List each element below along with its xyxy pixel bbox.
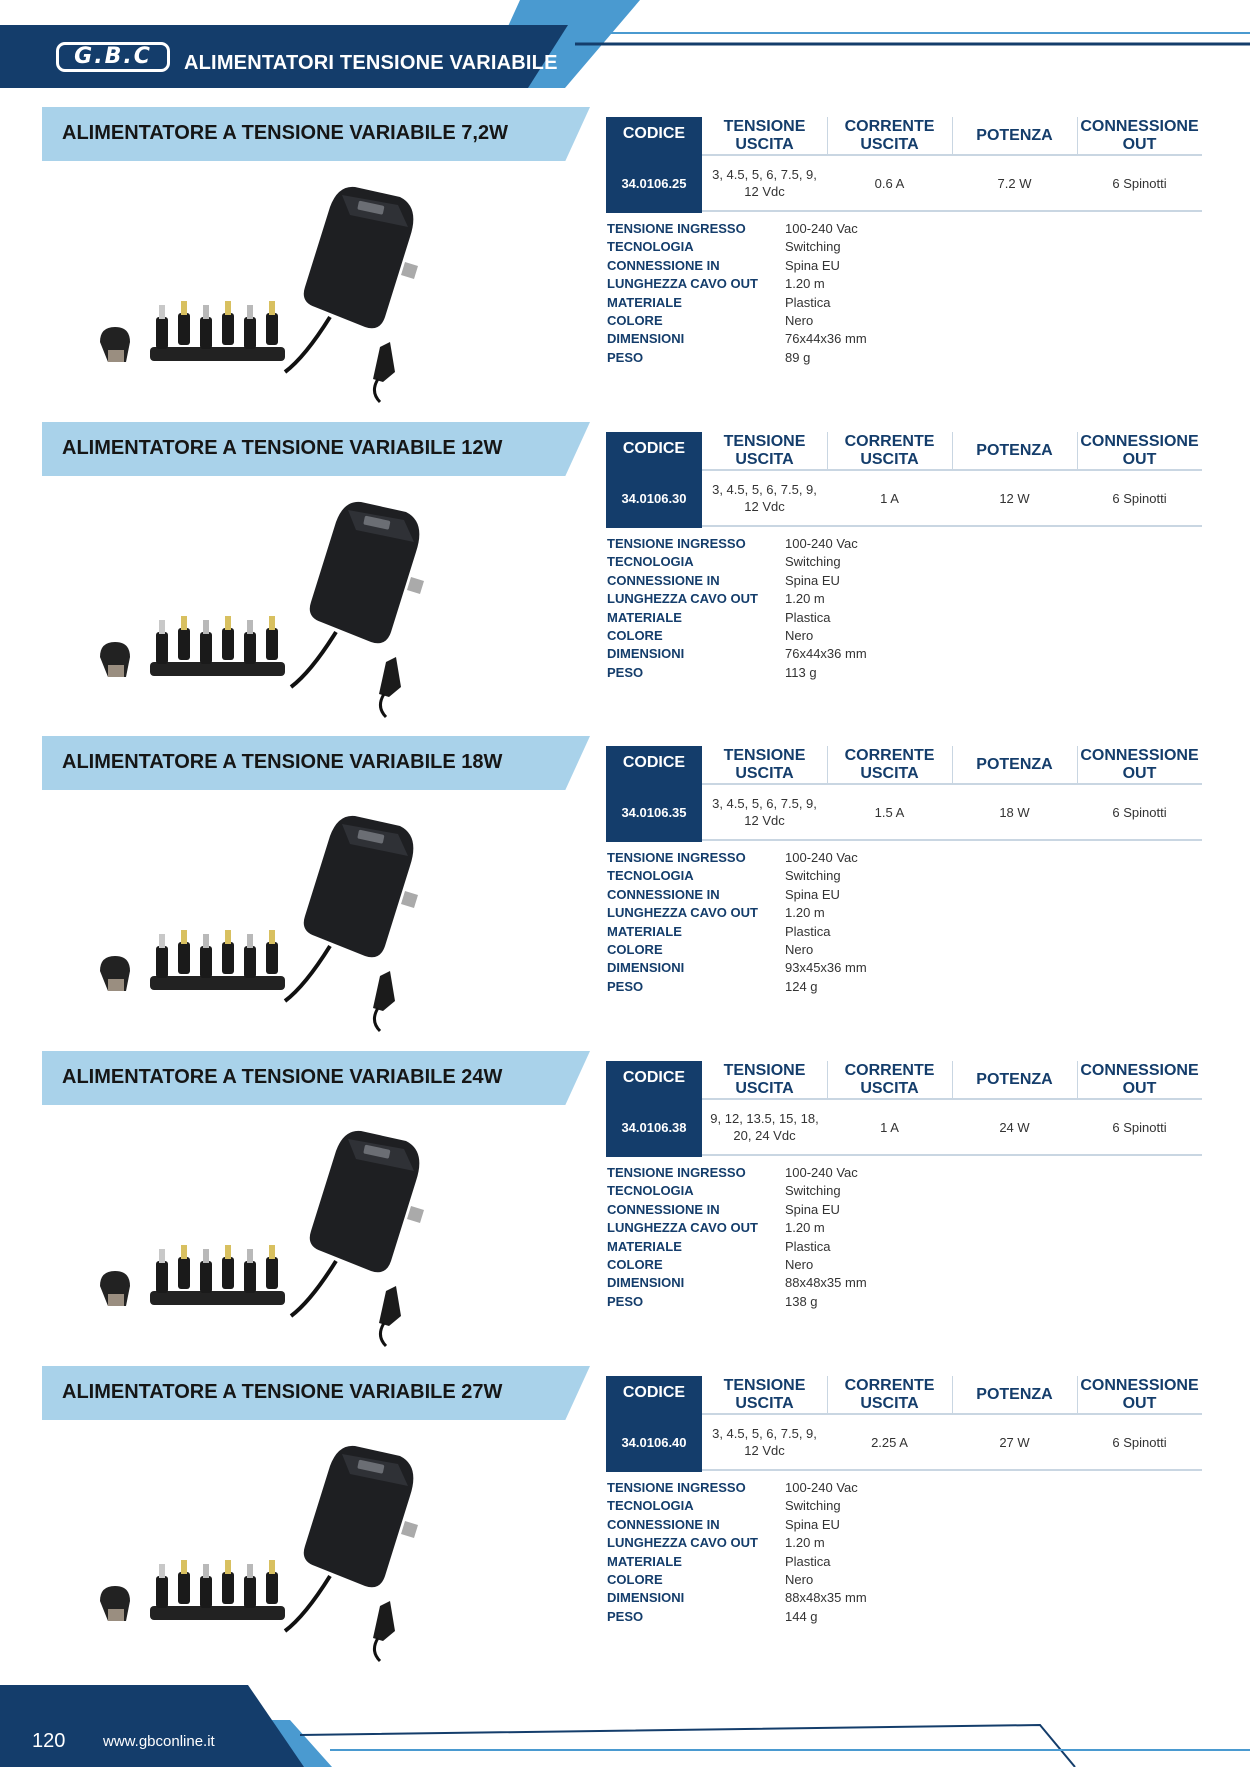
spec-detail-value: Spina EU (785, 1201, 840, 1217)
spec-detail-value: Spina EU (785, 572, 840, 588)
spec-detail-label: TENSIONE INGRESSO (607, 536, 746, 551)
spec-detail-label: TENSIONE INGRESSO (607, 221, 746, 236)
spec-detail-value: 100-240 Vac (785, 1165, 858, 1180)
page-header (0, 0, 1250, 95)
connessione-out-header: CONNESSIONE OUT (1080, 1062, 1199, 1097)
corrente-uscita-value: 1 A (827, 469, 952, 527)
spec-detail-row (607, 904, 1007, 922)
spec-detail-row (607, 923, 1007, 941)
spec-detail-value: Spina EU (785, 1516, 840, 1532)
spec-column-potenza (952, 117, 1077, 213)
spec-detail-value: Plastica (785, 1238, 831, 1254)
spec-detail-row (607, 664, 1007, 682)
connessione-out-header: CONNESSIONE OUT (1080, 1377, 1199, 1412)
tensione-uscita-value: 3, 4.5, 5, 6, 7.5, 9, 12 Vdc (702, 783, 827, 841)
spec-detail-label: TECNOLOGIA (607, 1498, 694, 1514)
spec-detail-label: TECNOLOGIA (607, 868, 694, 884)
connessione-out-value: 6 Spinotti (1077, 1098, 1202, 1156)
spec-detail-label: PESO (607, 1293, 644, 1309)
spec-detail-row (607, 978, 1007, 996)
connessione-out-value: 6 Spinotti (1077, 154, 1202, 212)
spec-detail-value: 1.20 m (785, 905, 825, 921)
header-graphic (0, 0, 1250, 95)
spec-detail-value: 93x45x36 mm (785, 960, 867, 976)
spec-column-potenza (952, 746, 1077, 842)
product-section (0, 1051, 1250, 1351)
codice-header: CODICE (622, 125, 686, 142)
code-cell (606, 432, 702, 528)
spec-detail-value: Nero (785, 627, 814, 643)
spec-detail-row (607, 959, 1007, 977)
spec-detail-row (607, 1164, 1007, 1182)
spec-detail-value: Spina EU (785, 257, 840, 273)
corrente-uscita-header: CORRENTE USCITA (844, 433, 935, 468)
spec-detail-value: 100-240 Vac (785, 221, 858, 236)
spec-detail-row (607, 1238, 1007, 1256)
spec-detail-row (607, 1256, 1007, 1274)
codice-header: CODICE (622, 754, 686, 771)
spec-detail-row (607, 867, 1007, 885)
spec-detail-label: PESO (607, 1608, 644, 1624)
code-cell (606, 1376, 702, 1472)
spec-detail-label: TECNOLOGIA (607, 1183, 694, 1199)
codice-header: CODICE (622, 1069, 686, 1086)
spec-detail-row (607, 1201, 1007, 1219)
spec-column-corrente-uscita (827, 1376, 952, 1472)
tensione-uscita-value: 3, 4.5, 5, 6, 7.5, 9, 12 Vdc (702, 1413, 827, 1471)
corrente-uscita-value: 0.6 A (827, 154, 952, 212)
spec-column-corrente-uscita (827, 117, 952, 213)
spec-details (607, 1479, 1007, 1626)
spec-column-tensione-uscita (702, 117, 827, 213)
spec-column-potenza (952, 1376, 1077, 1472)
spec-detail-row (607, 1608, 1007, 1626)
spec-column-tensione-uscita (702, 746, 827, 842)
spec-detail-label: MATERIALE (607, 294, 682, 310)
spec-detail-label: DIMENSIONI (607, 331, 685, 347)
spec-column-corrente-uscita (827, 1061, 952, 1157)
spec-column-connessione-out (1077, 1061, 1202, 1157)
page-title: ALIMENTATORI TENSIONE VARIABILE (184, 52, 558, 74)
tensione-uscita-header: TENSIONE USCITA (723, 747, 806, 782)
spec-detail-value: Nero (785, 1571, 814, 1587)
spec-detail-row (607, 294, 1007, 312)
footer-graphic (0, 1680, 1250, 1767)
spec-detail-label: COLORE (607, 312, 663, 328)
spec-detail-value: 1.20 m (785, 591, 825, 607)
spec-detail-value: Switching (785, 868, 841, 884)
spec-column-tensione-uscita (702, 432, 827, 528)
spec-detail-label: COLORE (607, 1571, 663, 1587)
spec-detail-label: DIMENSIONI (607, 646, 685, 662)
spec-column-connessione-out (1077, 746, 1202, 842)
spec-detail-value: Switching (785, 554, 841, 570)
spec-detail-row (607, 849, 1007, 867)
spec-detail-row (607, 238, 1007, 256)
spec-detail-label: TENSIONE INGRESSO (607, 850, 746, 865)
spec-detail-row (607, 257, 1007, 275)
spec-detail-row (607, 1274, 1007, 1292)
spec-table (606, 117, 1202, 213)
spec-detail-label: COLORE (607, 1256, 663, 1272)
product-section (0, 1366, 1250, 1666)
spec-detail-label: TECNOLOGIA (607, 554, 694, 570)
spec-detail-label: COLORE (607, 627, 663, 643)
product-title: ALIMENTATORE A TENSIONE VARIABILE 24W (62, 1066, 503, 1088)
product-image (80, 167, 480, 407)
spec-column-connessione-out (1077, 1376, 1202, 1472)
product-image (80, 482, 480, 722)
spec-detail-label: COLORE (607, 941, 663, 957)
connessione-out-value: 6 Spinotti (1077, 469, 1202, 527)
spec-details (607, 849, 1007, 996)
spec-detail-value: Nero (785, 1256, 814, 1272)
spec-detail-label: MATERIALE (607, 1553, 682, 1569)
potenza-value: 12 W (952, 469, 1077, 527)
product-section (0, 736, 1250, 1036)
spec-column-tensione-uscita (702, 1376, 827, 1472)
spec-detail-row (607, 312, 1007, 330)
spec-detail-value: Switching (785, 239, 841, 255)
spec-table (606, 432, 1202, 528)
spec-column-potenza (952, 1061, 1077, 1157)
spec-detail-label: PESO (607, 978, 644, 994)
connessione-out-header: CONNESSIONE OUT (1080, 747, 1199, 782)
codice-value: 34.0106.25 (621, 176, 687, 191)
spec-detail-row (607, 1553, 1007, 1571)
spec-detail-label: CONNESSIONE IN (607, 1516, 720, 1532)
codice-value: 34.0106.35 (621, 805, 687, 820)
tensione-uscita-value: 9, 12, 13.5, 15, 18, 20, 24 Vdc (702, 1098, 827, 1156)
spec-detail-value: 1.20 m (785, 276, 825, 292)
tensione-uscita-header: TENSIONE USCITA (723, 433, 806, 468)
tensione-uscita-header: TENSIONE USCITA (723, 1062, 806, 1097)
page-footer (0, 1680, 1250, 1767)
spec-detail-label: CONNESSIONE IN (607, 257, 720, 273)
connessione-out-value: 6 Spinotti (1077, 1413, 1202, 1471)
corrente-uscita-header: CORRENTE USCITA (844, 1377, 935, 1412)
spec-column-connessione-out (1077, 117, 1202, 213)
spec-details (607, 1164, 1007, 1311)
spec-detail-row (607, 886, 1007, 904)
spec-detail-label: LUNGHEZZA CAVO OUT (607, 905, 758, 921)
spec-detail-value: Switching (785, 1498, 841, 1514)
spec-detail-row (607, 220, 1007, 238)
product-title: ALIMENTATORE A TENSIONE VARIABILE 18W (62, 751, 503, 773)
spec-detail-label: LUNGHEZZA CAVO OUT (607, 1535, 758, 1551)
spec-detail-label: MATERIALE (607, 923, 682, 939)
potenza-header: POTENZA (976, 1386, 1053, 1403)
spec-detail-label: CONNESSIONE IN (607, 886, 720, 902)
spec-detail-label: DIMENSIONI (607, 1590, 685, 1606)
corrente-uscita-header: CORRENTE USCITA (844, 118, 935, 153)
spec-detail-value: 1.20 m (785, 1220, 825, 1236)
spec-detail-value: Switching (785, 1183, 841, 1199)
spec-detail-row (607, 1497, 1007, 1515)
spec-detail-value: 144 g (785, 1608, 818, 1624)
spec-table (606, 746, 1202, 842)
product-image (80, 1426, 480, 1666)
potenza-header: POTENZA (976, 1071, 1053, 1088)
codice-value: 34.0106.40 (621, 1435, 687, 1450)
spec-detail-row (607, 330, 1007, 348)
product-section (0, 107, 1250, 407)
tensione-uscita-header: TENSIONE USCITA (723, 1377, 806, 1412)
spec-detail-value: Nero (785, 312, 814, 328)
tensione-uscita-header: TENSIONE USCITA (723, 118, 806, 153)
spec-column-potenza (952, 432, 1077, 528)
spec-detail-value: 1.20 m (785, 1535, 825, 1551)
page-number: 120 (32, 1730, 66, 1752)
spec-column-tensione-uscita (702, 1061, 827, 1157)
spec-detail-row (607, 1589, 1007, 1607)
corrente-uscita-value: 1 A (827, 1098, 952, 1156)
product-section (0, 422, 1250, 722)
spec-details (607, 220, 1007, 367)
spec-detail-row (607, 645, 1007, 663)
spec-detail-row (607, 349, 1007, 367)
spec-detail-row (607, 1293, 1007, 1311)
codice-value: 34.0106.38 (621, 1120, 687, 1135)
codice-header: CODICE (622, 440, 686, 457)
corrente-uscita-header: CORRENTE USCITA (844, 747, 935, 782)
spec-table (606, 1061, 1202, 1157)
potenza-value: 18 W (952, 783, 1077, 841)
corrente-uscita-value: 1.5 A (827, 783, 952, 841)
spec-detail-row (607, 275, 1007, 293)
spec-detail-value: Nero (785, 941, 814, 957)
tensione-uscita-value: 3, 4.5, 5, 6, 7.5, 9, 12 Vdc (702, 469, 827, 527)
spec-detail-row (607, 572, 1007, 590)
spec-detail-row (607, 941, 1007, 959)
spec-detail-row (607, 553, 1007, 571)
codice-header: CODICE (622, 1384, 686, 1401)
connessione-out-value: 6 Spinotti (1077, 783, 1202, 841)
spec-detail-label: CONNESSIONE IN (607, 572, 720, 588)
spec-detail-row (607, 1219, 1007, 1237)
spec-column-corrente-uscita (827, 746, 952, 842)
spec-detail-row (607, 627, 1007, 645)
tensione-uscita-value: 3, 4.5, 5, 6, 7.5, 9, 12 Vdc (702, 154, 827, 212)
potenza-header: POTENZA (976, 127, 1053, 144)
spec-detail-value: 100-240 Vac (785, 536, 858, 551)
product-title: ALIMENTATORE A TENSIONE VARIABILE 7,2W (62, 122, 508, 144)
spec-detail-value: Plastica (785, 923, 831, 939)
product-title: ALIMENTATORE A TENSIONE VARIABILE 12W (62, 437, 503, 459)
product-title: ALIMENTATORE A TENSIONE VARIABILE 27W (62, 1381, 503, 1403)
spec-column-corrente-uscita (827, 432, 952, 528)
spec-detail-value: 89 g (785, 349, 811, 365)
spec-table (606, 1376, 1202, 1472)
spec-detail-row (607, 1182, 1007, 1200)
spec-detail-label: LUNGHEZZA CAVO OUT (607, 591, 758, 607)
connessione-out-header: CONNESSIONE OUT (1080, 118, 1199, 153)
potenza-header: POTENZA (976, 756, 1053, 773)
spec-detail-label: DIMENSIONI (607, 1275, 685, 1291)
spec-detail-value: Plastica (785, 1553, 831, 1569)
spec-detail-label: MATERIALE (607, 1238, 682, 1254)
spec-detail-value: 100-240 Vac (785, 1480, 858, 1495)
website-link[interactable]: www.gbconline.it (103, 1733, 215, 1750)
spec-detail-label: DIMENSIONI (607, 960, 685, 976)
potenza-value: 24 W (952, 1098, 1077, 1156)
code-cell (606, 117, 702, 213)
spec-detail-label: LUNGHEZZA CAVO OUT (607, 276, 758, 292)
product-image (80, 796, 480, 1036)
potenza-value: 7.2 W (952, 154, 1077, 212)
corrente-uscita-header: CORRENTE USCITA (844, 1062, 935, 1097)
spec-detail-value: Plastica (785, 609, 831, 625)
spec-detail-row (607, 590, 1007, 608)
spec-detail-row (607, 1479, 1007, 1497)
spec-detail-value: 100-240 Vac (785, 850, 858, 865)
spec-details (607, 535, 1007, 682)
spec-detail-value: Plastica (785, 294, 831, 310)
spec-detail-value: 76x44x36 mm (785, 646, 867, 662)
spec-detail-row (607, 1516, 1007, 1534)
spec-detail-value: 113 g (785, 664, 817, 680)
spec-detail-label: PESO (607, 664, 644, 680)
corrente-uscita-value: 2.25 A (827, 1413, 952, 1471)
spec-detail-label: LUNGHEZZA CAVO OUT (607, 1220, 758, 1236)
brand-logo: G.B.C (56, 42, 170, 72)
spec-detail-label: CONNESSIONE IN (607, 1201, 720, 1217)
spec-detail-value: Spina EU (785, 886, 840, 902)
spec-detail-row (607, 1534, 1007, 1552)
spec-detail-label: TENSIONE INGRESSO (607, 1165, 746, 1180)
spec-detail-label: PESO (607, 349, 644, 365)
code-cell (606, 1061, 702, 1157)
spec-detail-label: TECNOLOGIA (607, 239, 694, 255)
spec-detail-label: MATERIALE (607, 609, 682, 625)
potenza-header: POTENZA (976, 442, 1053, 459)
connessione-out-header: CONNESSIONE OUT (1080, 433, 1199, 468)
spec-detail-row (607, 1571, 1007, 1589)
spec-detail-value: 88x48x35 mm (785, 1590, 867, 1606)
spec-detail-value: 76x44x36 mm (785, 331, 867, 347)
code-cell (606, 746, 702, 842)
product-image (80, 1111, 480, 1351)
spec-detail-row (607, 609, 1007, 627)
potenza-value: 27 W (952, 1413, 1077, 1471)
codice-value: 34.0106.30 (621, 491, 687, 506)
spec-detail-value: 88x48x35 mm (785, 1275, 867, 1291)
spec-column-connessione-out (1077, 432, 1202, 528)
spec-detail-value: 124 g (785, 978, 818, 994)
spec-detail-label: TENSIONE INGRESSO (607, 1480, 746, 1495)
spec-detail-value: 138 g (785, 1293, 818, 1309)
spec-detail-row (607, 535, 1007, 553)
